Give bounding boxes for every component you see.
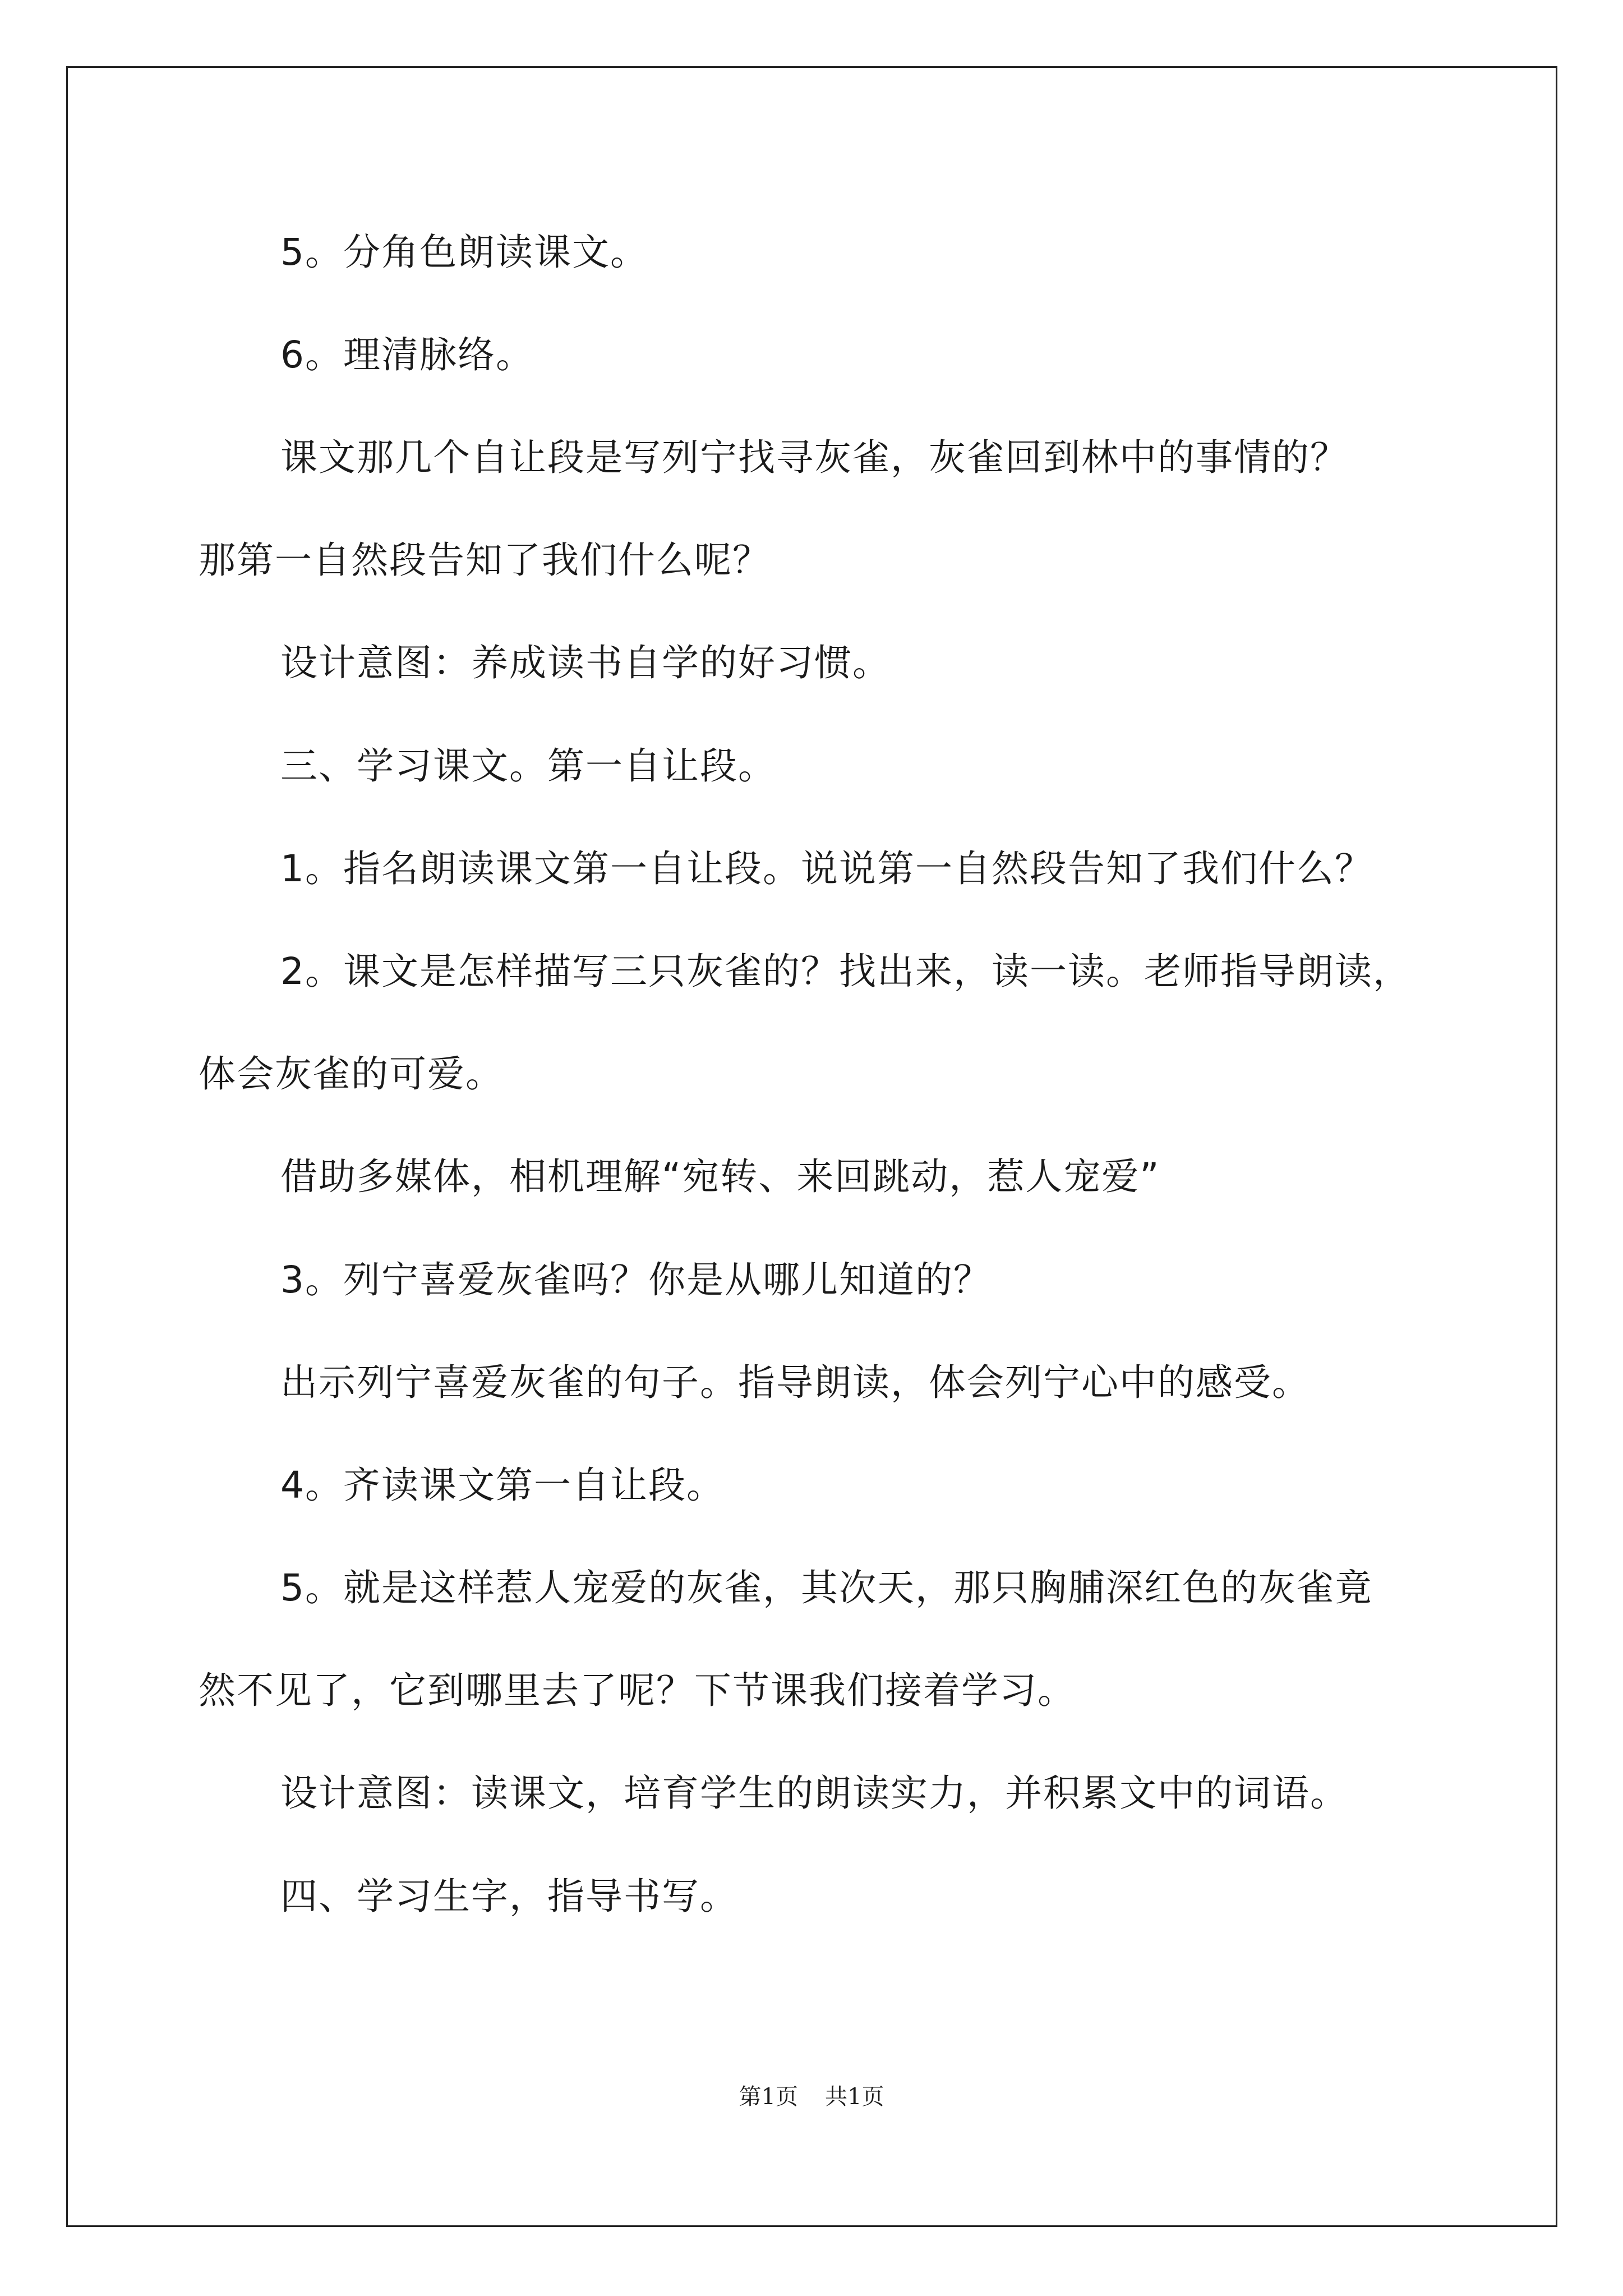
paragraph-line: 1。指名朗读课文第一自让段。说说第一自然段告知了我们什么？ bbox=[280, 847, 1373, 890]
page-total: 共1页 bbox=[825, 2084, 884, 2110]
paragraph-line: 课文那几个自让段是写列宁找寻灰雀，灰雀回到林中的事情的？ bbox=[280, 436, 1348, 479]
page-number: 第1页 bbox=[739, 2084, 798, 2110]
paragraph-line: 设计意图：养成读书自学的好习惯。 bbox=[280, 641, 891, 684]
paragraph-line: 然不见了，它到哪里去了呢？下节课我们接着学习。 bbox=[199, 1669, 1076, 1712]
paragraph-line: 出示列宁喜爱灰雀的句子。指导朗读，体会列宁心中的感受。 bbox=[280, 1361, 1310, 1404]
paragraph-line: 借助多媒体，相机理解“宛转、来回跳动，惹人宠爱” bbox=[280, 1155, 1160, 1198]
paragraph-line: 5。就是这样惹人宠爱的灰雀，其次天，那只胸脯深红色的灰雀竟 bbox=[280, 1566, 1373, 1609]
paragraph-line: 设计意图：读课文，培育学生的朗读实力，并积累文中的词语。 bbox=[280, 1772, 1348, 1815]
paragraph-line: 5。分角色朗读课文。 bbox=[280, 231, 648, 274]
paragraph-line: 体会灰雀的可爱。 bbox=[199, 1052, 504, 1096]
paragraph-line: 6。理清脉络。 bbox=[280, 333, 534, 376]
paragraph-line: 2。课文是怎样描写三只灰雀的？找出来，读一读。老师指导朗读， bbox=[280, 950, 1411, 993]
paragraph-line: 3。列宁喜爱灰雀吗？你是从哪儿知道的？ bbox=[280, 1258, 992, 1301]
paragraph-line: 那第一自然段告知了我们什么呢？ bbox=[199, 539, 771, 582]
paragraph-line: 三、学习课文。第一自让段。 bbox=[280, 744, 776, 788]
page-footer bbox=[0, 2081, 1623, 2113]
paragraph-line: 4。齐读课文第一自让段。 bbox=[280, 1464, 725, 1507]
paragraph-line: 四、学习生字，指导书写。 bbox=[280, 1875, 738, 1918]
